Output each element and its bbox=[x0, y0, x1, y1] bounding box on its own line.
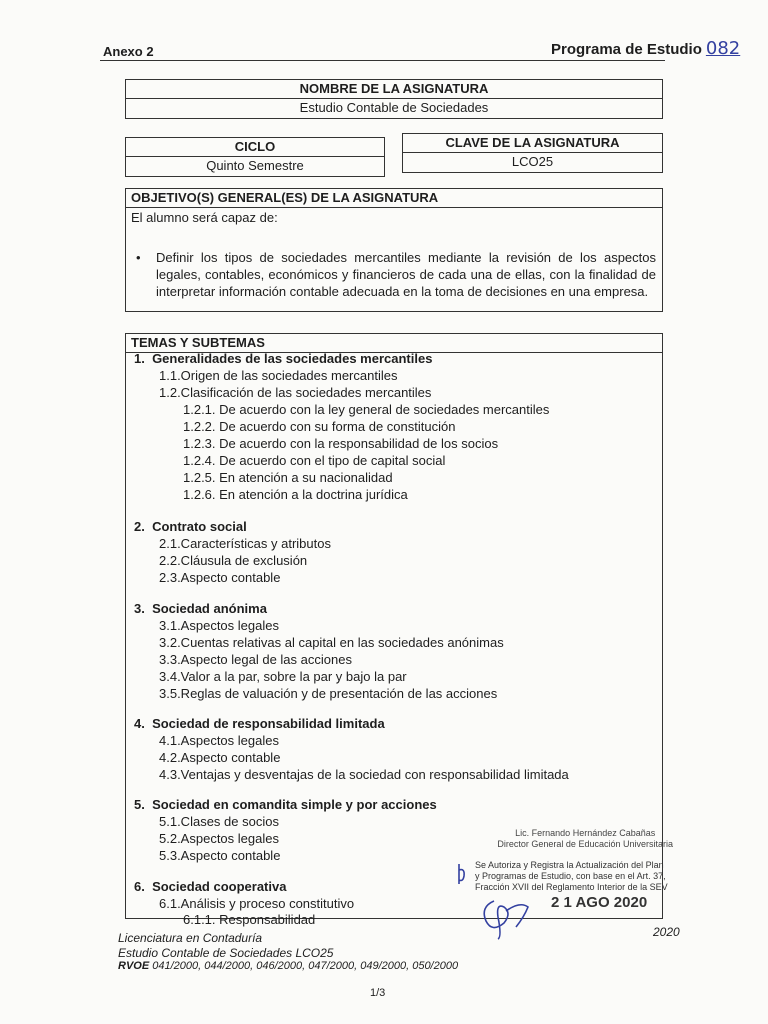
unit-4-title: 4. Sociedad de responsabilidad limitada bbox=[134, 716, 385, 731]
unit-2-title: 2. Contrato social bbox=[134, 519, 247, 534]
subtopic-3-1: 3.1.Aspectos legales bbox=[159, 618, 279, 633]
subtopic-4-1: 4.1.Aspectos legales bbox=[159, 733, 279, 748]
stamp-mark-icon bbox=[455, 862, 469, 886]
authorization-stamp bbox=[475, 860, 693, 893]
footer-rvoe-label: RVOE bbox=[118, 960, 150, 972]
footer-program: Licenciatura en Contaduría bbox=[118, 931, 263, 945]
subtopic-2-3: 2.3.Aspecto contable bbox=[159, 570, 281, 585]
stamp-line-2: y Programas de Estudio, con base en el Art. 37, bbox=[475, 871, 666, 881]
program-title bbox=[551, 38, 740, 59]
stamp-line-1: Se Autoriza y Registra la Actualización del Plan bbox=[475, 860, 664, 870]
subject-name-label: NOMBRE DE LA ASIGNATURA bbox=[126, 80, 662, 99]
topics-label: TEMAS Y SUBTEMAS bbox=[126, 334, 662, 353]
signatory-title: Director General de Educación Universitaria bbox=[497, 839, 673, 849]
subtopic-4-2: 4.2.Aspecto contable bbox=[159, 750, 281, 765]
cycle-value: Quinto Semestre bbox=[206, 158, 304, 173]
subtopic-4-3: 4.3.Ventajas y desventajas de la sociedad con responsabilidad limitada bbox=[159, 767, 569, 782]
subject-name-box bbox=[125, 79, 663, 119]
subtopic-5-2: 5.2.Aspectos legales bbox=[159, 831, 279, 846]
subject-code-value: LCO25 bbox=[511, 154, 554, 169]
program-label: Programa de Estudio bbox=[551, 41, 702, 58]
subject-code-label: CLAVE DE LA ASIGNATURA bbox=[403, 134, 662, 153]
footer-subject: Estudio Contable de Sociedades LCO25 bbox=[118, 946, 334, 960]
annex-label: Anexo 2 bbox=[103, 44, 154, 59]
subtopic-1-2-5: 1.2.5. En atención a su nacionalidad bbox=[183, 470, 393, 485]
program-number: 082 bbox=[705, 38, 741, 59]
subtopic-1-2-2: 1.2.2. De acuerdo con su forma de constitución bbox=[183, 419, 456, 434]
subtopic-3-4: 3.4.Valor a la par, sobre la par y bajo la par bbox=[159, 669, 407, 684]
unit-3-title: 3. Sociedad anónima bbox=[134, 601, 267, 616]
subtopic-3-2: 3.2.Cuentas relativas al capital en las sociedades anónimas bbox=[159, 635, 504, 650]
signatory-block bbox=[497, 828, 673, 850]
cycle-label: CICLO bbox=[126, 138, 384, 157]
footer-year: 2020 bbox=[653, 925, 680, 939]
subtopic-3-5: 3.5.Reglas de valuación y de presentación de las acciones bbox=[159, 686, 498, 701]
footer-rvoe-values: 041/2000, 044/2000, 046/2000, 047/2000, 049/2000, 050/2000 bbox=[149, 960, 459, 972]
subtopic-5-3: 5.3.Aspecto contable bbox=[159, 848, 281, 863]
header-rule bbox=[100, 60, 665, 61]
subtopic-5-1: 5.1.Clases de socios bbox=[159, 814, 279, 829]
subtopic-1-1: 1.1.Origen de las sociedades mercantiles bbox=[159, 368, 398, 383]
objective-intro: El alumno será capaz de: bbox=[131, 210, 278, 225]
subject-code-box bbox=[402, 133, 663, 173]
objective-bullet: • Definir los tipos de sociedades mercantiles mediante la revisión de los aspectos legales, contables, económicos y financieros de cada una de ellas, con la finalidad de interpretar información contable adecuada en la toma de decisiones en una empresa. bbox=[156, 249, 656, 300]
objective-label: OBJETIVO(S) GENERAL(ES) DE LA ASIGNATURA bbox=[126, 189, 662, 208]
footer-rvoe bbox=[118, 960, 458, 972]
subtopic-1-2-4: 1.2.4. De acuerdo con el tipo de capital social bbox=[183, 453, 446, 468]
subtopic-6-1-1: 6.1.1. Responsabilidad bbox=[183, 912, 316, 927]
subject-name-value: Estudio Contable de Sociedades bbox=[299, 100, 489, 115]
subtopic-2-2: 2.2.Cláusula de exclusión bbox=[159, 553, 308, 568]
subtopic-1-2-6: 1.2.6. En atención a la doctrina jurídica bbox=[183, 487, 408, 502]
unit-5-title: 5. Sociedad en comandita simple y por acciones bbox=[134, 797, 437, 812]
subtopic-1-2-1: 1.2.1. De acuerdo con la ley general de sociedades mercantiles bbox=[183, 402, 550, 417]
subtopic-2-1: 2.1.Características y atributos bbox=[159, 536, 331, 551]
signatory-name: Lic. Fernando Hernández Cabañas bbox=[515, 828, 656, 838]
objective-box bbox=[125, 188, 663, 312]
page-number: 1/3 bbox=[370, 987, 386, 999]
subtopic-1-2: 1.2.Clasificación de las sociedades mercantiles bbox=[159, 385, 432, 400]
subtopic-1-2-3: 1.2.3. De acuerdo con la responsabilidad de los socios bbox=[183, 436, 499, 451]
stamp-line-3: Fracción XVII del Reglamento Interior de la SEV bbox=[475, 882, 668, 892]
unit-6-title: 6. Sociedad cooperativa bbox=[134, 879, 287, 894]
cycle-box bbox=[125, 137, 385, 177]
subtopic-3-3: 3.3.Aspecto legal de las acciones bbox=[159, 652, 352, 667]
handwritten-signature-icon bbox=[476, 893, 546, 941]
unit-1-title: 1. Generalidades de las sociedades mercantiles bbox=[134, 351, 433, 366]
stamp-date: 2 1 AGO 2020 bbox=[551, 894, 648, 911]
subtopic-6-1: 6.1.Análisis y proceso constitutivo bbox=[159, 896, 355, 911]
